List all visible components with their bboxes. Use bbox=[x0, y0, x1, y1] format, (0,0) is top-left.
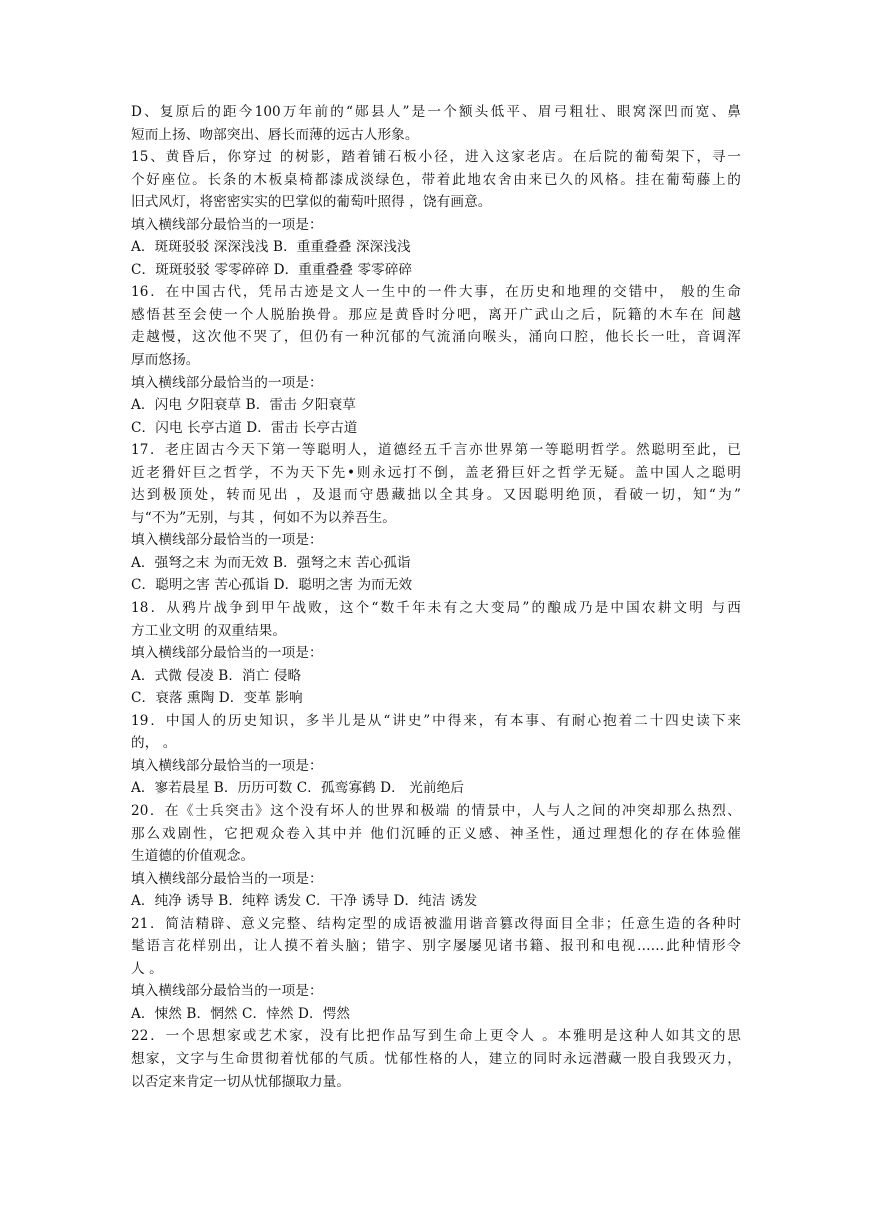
text-line: C．斑斑驳驳 零零碎碎 D．重重叠叠 零零碎碎 bbox=[131, 261, 413, 278]
text-line: 21．简洁精辟、意义完整、结构定型的成语被滥用谐音篡改得面目全非；任意生造的各种时 bbox=[131, 915, 741, 932]
text-line: 填入横线部分最恰当的一项是： bbox=[131, 374, 323, 391]
text-line: 走越慢，这次他不哭了，但仍有一种沉郁的气流涌向喉头，涌向口腔，他长长一吐，音调浑 bbox=[131, 329, 741, 346]
text-line: 个好座位。长条的木板桌椅都漆成淡绿色，带着此地农舍由来已久的风格。挂在葡萄藤上的 bbox=[131, 171, 741, 188]
text-line: A．式微 侵凌 B．消亡 侵略 bbox=[131, 667, 302, 684]
text-line: A．斑斑驳驳 深深浅浅 B．重重叠叠 深深浅浅 bbox=[131, 239, 411, 256]
text-line: 22．一个思想家或艺术家，没有比把作品写到生命上更令人 。本雅明是这种人如其文的思 bbox=[131, 1028, 741, 1045]
text-line: D、复原后的距今100万年前的“郧县人”是一个额头低平、眉弓粗壮、眼窝深凹而宽、鼻 bbox=[131, 104, 741, 120]
text-line: 填入横线部分最恰当的一项是： bbox=[131, 645, 323, 662]
text-line: 短而上扬、吻部突出、唇长而薄的远古人形象。 bbox=[131, 126, 419, 143]
text-line: 想家，文字与生命贯彻着忧郁的气质。忧郁性格的人，建立的同时永远潜藏一股自我毁灭力， bbox=[131, 1050, 741, 1067]
text-line: C．衰落 熏陶 D．变革 影响 bbox=[131, 690, 303, 707]
text-line: C．闪电 长亭古道 D．雷击 长亭古道 bbox=[131, 419, 358, 436]
text-line: A．强弩之末 为而无效 B．强弩之末 苦心孤诣 bbox=[131, 554, 411, 571]
text-line: 填入横线部分最恰当的一项是： bbox=[131, 757, 323, 774]
text-line: 髦语言花样别出，让人摸不着头脑；错字、别字屡屡见诸书籍、报刊和电视……此种情形令 bbox=[131, 938, 741, 955]
text-line: 与“不为”无别，与其 ，何如不为以养吾生。 bbox=[131, 509, 397, 526]
document-body bbox=[131, 101, 741, 1093]
text-line: 19．中国人的历史知识，多半儿是从“讲史”中得来，有本事、有耐心抱着二十四史读下来 bbox=[131, 712, 741, 729]
text-line: 那么戏剧性，它把观众卷入其中并 他们沉睡的正义感、神圣性，通过理想化的存在体验催 bbox=[131, 825, 741, 842]
text-line: 填入横线部分最恰当的一项是： bbox=[131, 870, 323, 887]
text-line: 人 。 bbox=[131, 960, 163, 977]
text-line: C．聪明之害 苦心孤诣 D．聪明之害 为而无效 bbox=[131, 577, 413, 594]
text-line: A．闪电 夕阳衰草 B．雷击 夕阳衰草 bbox=[131, 397, 356, 414]
text-line: 填入横线部分最恰当的一项是： bbox=[131, 983, 323, 1000]
text-line: A．纯净 诱导 B．纯粹 诱发 C．干净 诱导 D．纯洁 诱发 bbox=[131, 893, 478, 910]
text-line: 生道德的价值观念。 bbox=[131, 848, 255, 865]
text-line: 以否定来肯定一切从忧郁撷取力量。 bbox=[131, 1073, 351, 1090]
text-line: 感悟甚至会使一个人脱胎换骨。那应是黄昏时分吧，离开广武山之后，阮籍的木车在 间越 bbox=[131, 306, 741, 323]
text-line: A．寥若晨星 B．历历可数 C．孤鸾寡鹤 D． 光前绝后 bbox=[131, 780, 465, 797]
text-line: 达到极顶处，转而见出 ，及退而守愚藏拙以全其身。又因聪明绝顶，看破一切，知“为” bbox=[131, 487, 741, 504]
text-line: 填入横线部分最恰当的一项是： bbox=[131, 532, 323, 549]
text-line: 厚而悠扬。 bbox=[131, 352, 200, 369]
text-line: 18．从鸦片战争到甲午战败，这个“数千年未有之大变局”的酿成乃是中国农耕文明 与西 bbox=[131, 600, 741, 617]
text-line: 20．在《士兵突击》这个没有坏人的世界和极端 的情景中，人与人之间的冲突却那么热烈、 bbox=[131, 802, 741, 819]
text-line: 旧式风灯，将密密实实的巴掌似的葡萄叶照得 ，饶有画意。 bbox=[131, 194, 492, 211]
text-line: 15、黄昏后，你穿过 的树影，踏着铺石板小径，进入这家老店。在后院的葡萄架下，寻一 bbox=[131, 149, 741, 166]
text-line: A．悚然 B．惘然 C．悻然 D．愕然 bbox=[131, 1005, 351, 1022]
text-line: 填入横线部分最恰当的一项是： bbox=[131, 216, 323, 233]
text-line: 近老猾奸巨之哲学，不为天下先•则永远打不倒，盖老猾巨奸之哲学无疑。盖中国人之聪明 bbox=[131, 464, 741, 481]
text-line: 16．在中国古代，凭吊古迹是文人一生中的一件大事，在历史和地理的交错中， 般的生命 bbox=[131, 284, 741, 301]
text-line: 17．老庄固古今天下第一等聪明人，道德经五千言亦世界第一等聪明哲学。然聪明至此，已 bbox=[131, 442, 741, 459]
text-line: 的， 。 bbox=[131, 735, 177, 752]
text-line: 方工业文明 的双重结果。 bbox=[131, 622, 287, 639]
